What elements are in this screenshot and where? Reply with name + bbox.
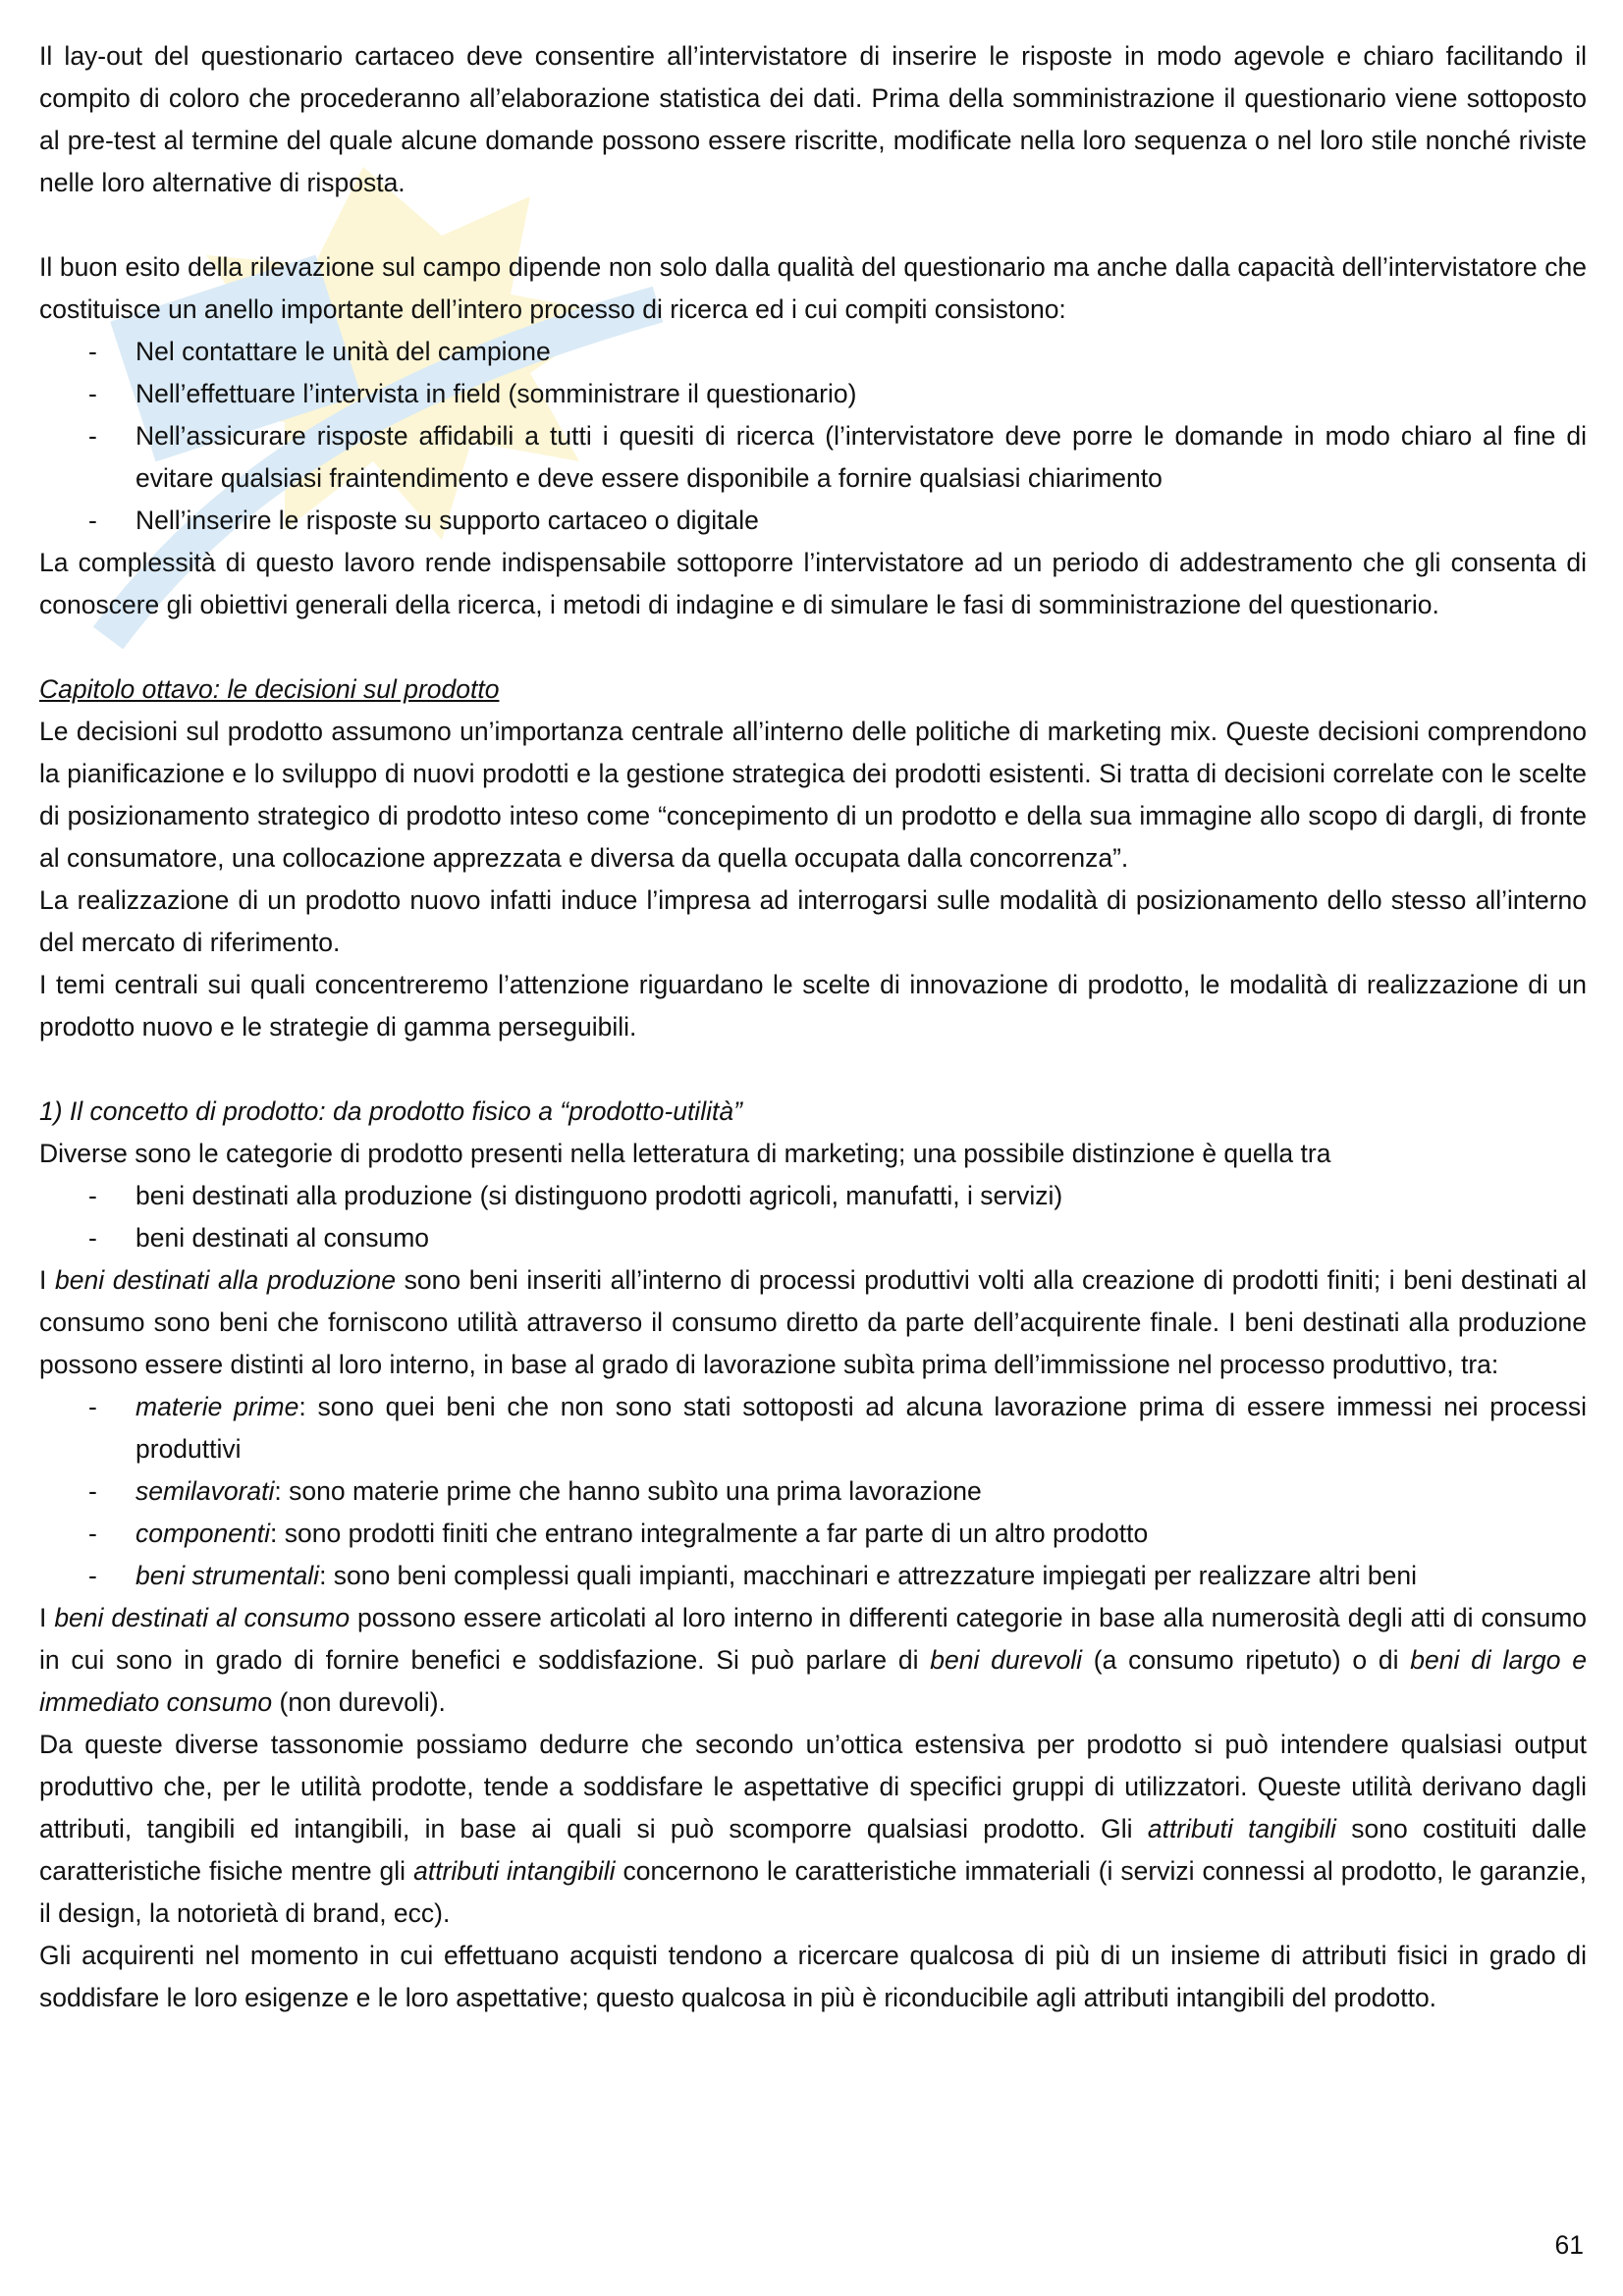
paragraph-product-attributes [39, 1724, 1587, 1935]
paragraph-product-decisions: Le decisioni sul prodotto assumono un’importanza centrale all’interno delle politiche di marketing mix. Queste decisioni comprendono la pianificazione e lo sviluppo di nuovi prodotti e la gestione strategica dei prodotti esistenti. Si tratta di decisioni correlate con le scelte di posizionamento strategico di prodotto inteso come “concepimento di un prodotto e della sua immagine allo scopo di dargli, di fronte al consumatore, una collocazione apprezzata e diversa da quella occupata dalla concorrenza”. [39, 717, 1587, 873]
text-run: I [39, 1265, 55, 1295]
list-item: - Nel contattare le unità del campione [135, 331, 1587, 373]
term: componenti [135, 1519, 271, 1548]
text-run: Da queste diverse tassonomie possiamo dedurre che secondo un’ottica estensiva per prodotto si può intendere qualsiasi output produttivo che, per le utilità prodotte, tende a soddisfare le aspettative di specifici gruppi di utilizzatori. Queste utilità derivano dagli attributi, tangibili ed intangibili, in base ai quali si può scomporre qualsiasi prodotto. Gli [39, 1730, 1587, 1843]
paragraph-interviewer-role: Il buon esito della rilevazione sul campo dipende non solo dalla qualità del questionario ma anche dalla capacità dell’intervistatore che costituisce un anello importante dell’intero processo di ricerca ed i cui compiti consistono: [39, 252, 1587, 324]
paragraph-interviewer-training: La complessità di questo lavoro rende indispensabile sottoporre l’intervistatore ad un periodo di addestramento che gli consenta di conoscere gli obiettivi generali della ricerca, i metodi di indagine e di simulare le fasi di somministrazione del questionario. [39, 548, 1587, 619]
list-item: - Nell’assicurare risposte affidabili a tutti i quesiti di ricerca (l’intervistatore deve porre le domande in modo chiaro al fine di evitare qualsiasi fraintendimento e deve essere disponibile a fornire qualsiasi chiarimento [135, 415, 1587, 500]
text-run: possono essere articolati al loro interno in differenti categorie in base alla numerosità degli atti di consumo in cui sono in grado di fornire benefici e soddisfazione. Si può parlare di [39, 1603, 1588, 1675]
interviewer-tasks-list [39, 331, 1587, 542]
term-production-goods: beni destinati alla produzione [54, 1265, 397, 1295]
term-description: : sono prodotti finiti che entrano integralmente a far parte di un altro prodotto [270, 1519, 1149, 1548]
text-run: (a consumo ripetuto) o di [1081, 1645, 1411, 1675]
text-run: sono beni inseriti all’interno di processi produttivi volti alla creazione di prodotti finiti; i beni destinati al consumo sono beni che forniscono utilità attraverso il consumo diretto da parte dell’acquirente finale. I beni destinati alla produzione possono essere distinti al loro interno, in base al grado di lavorazione subìta prima dell’immissione nel processo produttivo, tra: [39, 1265, 1587, 1379]
term-nondurable-goods: beni di largo e immediato consumo [39, 1645, 1587, 1717]
list-item: - Nell’inserire le risposte su supporto cartaceo o digitale [135, 500, 1587, 542]
paragraph-product-categories: Diverse sono le categorie di prodotto presenti nella letteratura di marketing; una possibile distinzione è quella tra [39, 1139, 1331, 1168]
term-consumer-goods: beni destinati al consumo [54, 1603, 351, 1632]
paragraph-central-themes: I temi centrali sui quali concentreremo l’attenzione riguardano le scelte di innovazione di prodotto, le modalità di realizzazione di un prodotto nuovo e le strategie di gamma perseguibili. [39, 970, 1587, 1041]
page-number: 61 [1554, 2230, 1584, 2260]
list-item: - beni destinati alla produzione (si distinguono prodotti agricoli, manufatti, i servizi) [135, 1175, 1587, 1217]
term: beni strumentali [135, 1561, 320, 1590]
list-item [135, 1470, 1587, 1513]
paragraph-production-goods [39, 1259, 1587, 1386]
list-item [135, 1513, 1587, 1555]
text-run: concernono le caratteristiche immateriali (i servizi connessi al prodotto, le garanzie, il design, la notorietà di brand, ecc). [39, 1856, 1587, 1928]
term-durable-goods: beni durevoli [930, 1645, 1082, 1675]
paragraph-buyer-expectations: Gli acquirenti nel momento in cui effettuano acquisti tendono a ricercare qualcosa di più di un insieme di attributi fisici in grado di soddisfare le loro esigenze e le loro aspettative; questo qualcosa in più è riconducibile agli attributi intangibili del prodotto. [39, 1941, 1587, 2012]
text-run: sono costituiti dalle caratteristiche fisiche mentre gli [39, 1814, 1587, 1886]
text-run: (non durevoli). [272, 1687, 446, 1717]
term-description: : sono materie prime che hanno subìto una prima lavorazione [274, 1476, 982, 1506]
paragraph-questionnaire-layout: Il lay-out del questionario cartaceo deve consentire all’intervistatore di inserire le risposte in modo agevole e chiaro facilitando il compito di coloro che procederanno all’elaborazione statistica dei dati. Prima della somministrazione il questionario viene sottoposto al pre-test al termine del quale alcune domande possono essere riscritte, modificate nella loro sequenza o nel loro stile nonché riviste nelle loro alternative di risposta. [39, 41, 1587, 197]
term-tangible-attributes: attributi tangibili [1147, 1814, 1336, 1843]
list-item [135, 1386, 1587, 1470]
paragraph-new-product: La realizzazione di un prodotto nuovo infatti induce l’impresa ad interrogarsi sulle modalità di posizionamento dello stesso all’interno del mercato di riferimento. [39, 885, 1587, 957]
production-goods-list [39, 1386, 1587, 1597]
term-description: : sono quei beni che non sono stati sottoposti ad alcuna lavorazione prima di essere immessi nei processi produttivi [135, 1392, 1587, 1464]
list-item: - beni destinati al consumo [135, 1217, 1587, 1259]
term: materie prime [135, 1392, 299, 1421]
list-item: - Nell’effettuare l’intervista in field (somministrare il questionario) [135, 373, 1587, 415]
product-categories-list [39, 1175, 1587, 1259]
section-heading: 1) Il concetto di prodotto: da prodotto fisico a “prodotto-utilità” [39, 1096, 742, 1126]
document-page [39, 35, 1587, 2019]
term-description: : sono beni complessi quali impianti, macchinari e attrezzature impiegati per realizzare altri beni [319, 1561, 1418, 1590]
paragraph-consumer-goods [39, 1597, 1587, 1724]
list-item [135, 1555, 1587, 1597]
term-intangible-attributes: attributi intangibili [413, 1856, 616, 1886]
term: semilavorati [135, 1476, 275, 1506]
text-run: I [39, 1603, 55, 1632]
chapter-heading: Capitolo ottavo: le decisioni sul prodotto [39, 674, 500, 704]
